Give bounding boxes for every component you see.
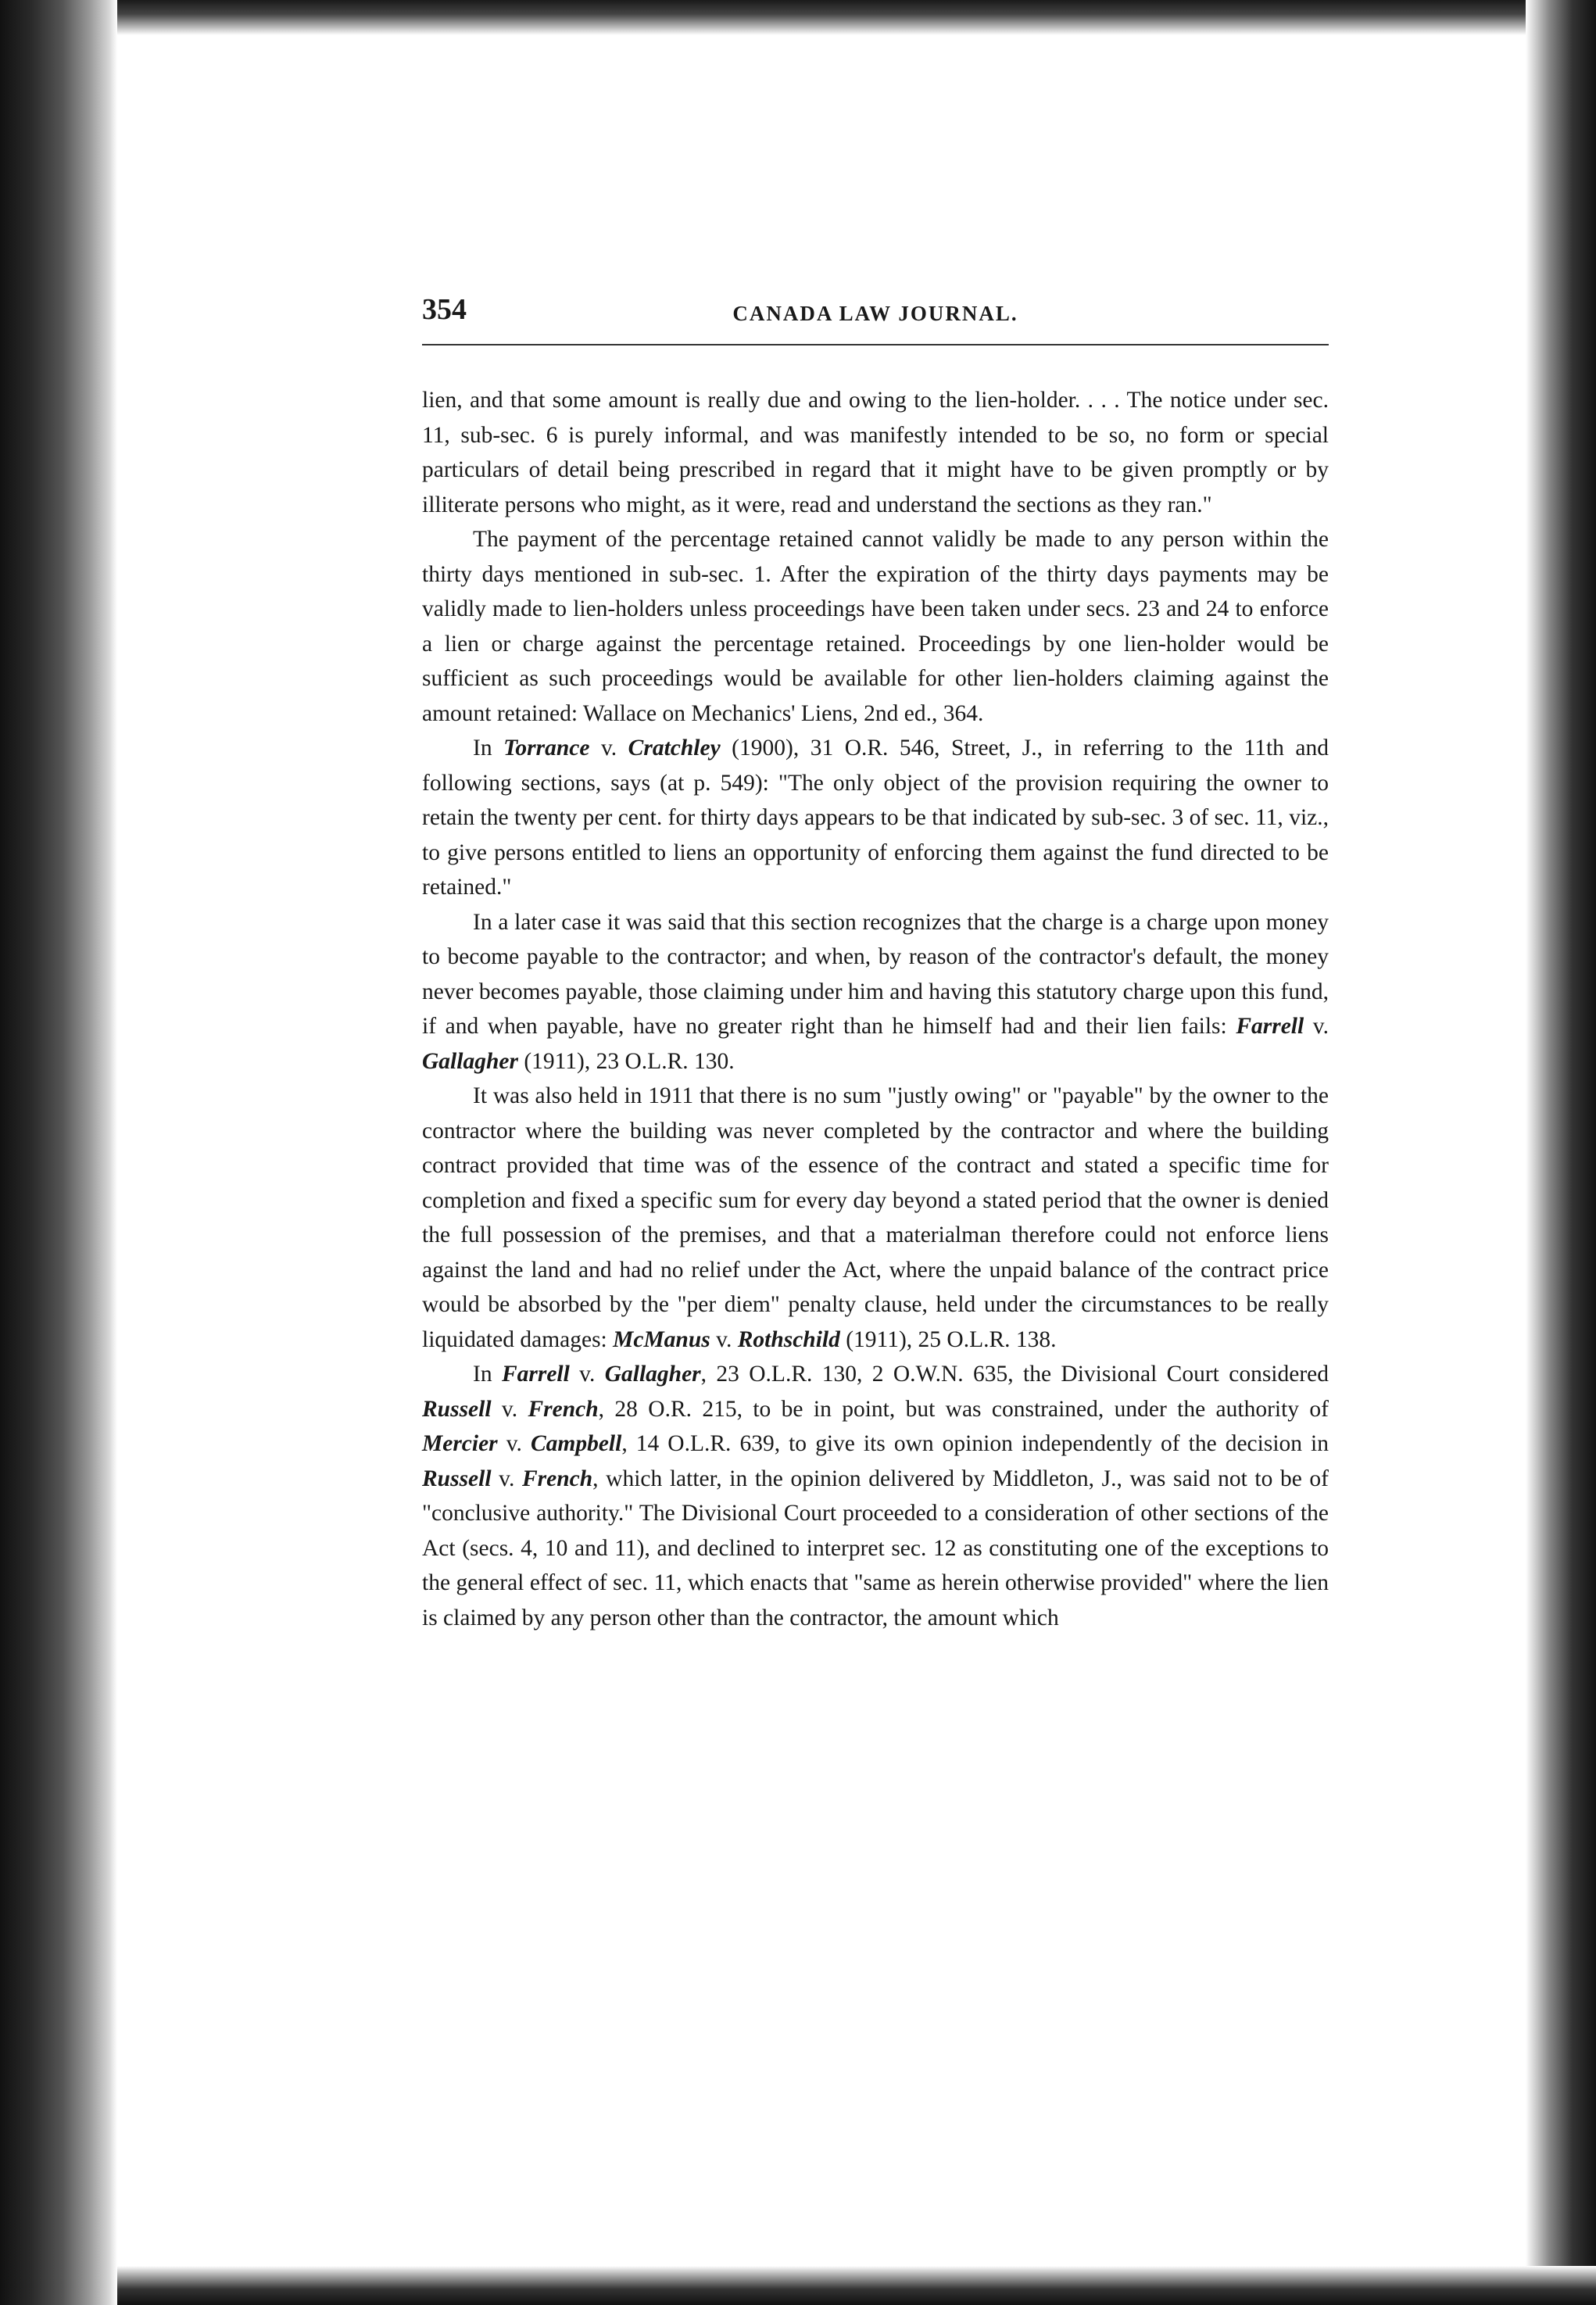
case-name: French [521,1466,593,1491]
case-name: Russell [422,1466,492,1491]
text-segment: lien, and that some amount is really due and owing to the lien-holder. . . . The notice under sec. 11, sub-sec. 6 is purely informal, and was manifestly intended to be so, no form or special particulars of detail being prescribed in regard that it might have to be given promptly or by illiterate persons who might, as it were, read and understand the sections as they ran." [422,388,1329,517]
case-name: Russell [422,1396,492,1422]
case-name: Cratchley [628,736,721,761]
text-segment: The payment of the percentage retained cannot validly be made to any person within the thirty days mentioned in sub-sec. 1. After the expiration of the thirty days payments may be validly made to lien-holders unless proceedings have been taken under secs. 23 and 24 to enforce a lien or charge against the percentage retained. Proceedings by one lien-holder would be sufficient as such proceedings would be available for other lien-holders claiming against the amount retained: Wallace on Mechanics' Liens, 2nd ed., 364. [422,527,1329,726]
scan-edge-top [117,0,1596,35]
paragraph-6 [422,1357,1329,1635]
text-segment: In a later case it was said that this section recognizes that the charge is a charge upon money to become payable to the contractor; and when, by reason of the contractor's default, the money never becomes payable, those claiming under him and having this statutory charge upon this fund, if and when payable, have no greater right than he himself had and their lien fails: [422,909,1329,1039]
body-text [422,383,1329,1635]
case-name: McManus [613,1326,710,1352]
text-segment: (1911), 23 O.L.R. 130. [517,1048,735,1074]
case-name: Rothschild [737,1326,840,1352]
case-name: Mercier [422,1431,498,1456]
paragraph-1 [422,383,1329,522]
scan-binding-edge-left [0,0,117,2305]
running-head [422,289,1329,345]
paragraph-5 [422,1079,1329,1357]
case-name: Farrell [1236,1014,1304,1039]
text-segment: In [473,1362,502,1387]
text-segment: v. [497,1431,531,1456]
text-segment: v. [710,1326,738,1352]
text-segment: (1911), 25 O.L.R. 138. [839,1326,1057,1352]
text-segment: , 23 O.L.R. 130, 2 O.W.N. 635, the Divisional Court considered [700,1362,1329,1387]
text-segment: v. [569,1362,605,1387]
scan-edge-right [1526,0,1596,2305]
paragraph-2 [422,522,1329,731]
case-name: Farrell [501,1362,570,1387]
case-name: Gallagher [604,1362,701,1387]
text-segment: (1900), 31 O.R. 546, Street, J., in referring to the 11th and following sections, says (at p. 549): "The only object of the provision requiring the owner to retain the twenty per cent. for thirty days appears to be that indicated by sub-sec. 3 of sec. 11, viz., to give persons entitled to liens an opportunity of enforcing them against the fund directed to be retained." [422,736,1329,900]
text-segment: It was also held in 1911 that there is no sum "justly owing" or "payable" by the owner to the contractor where the building was never completed by the contractor and where the building contract provided that time was of the essence of the contract and stated a specific time for completion and fixed a specific sum for every day beyond a stated period that the owner is denied the full possession of the premises, and that a materialman therefore could not enforce liens against the land and had no relief under the Act, where the unpaid balance of the contract price would be absorbed by the "per diem" penalty clause, held under the circumstances to be really liquidated damages: [422,1083,1329,1352]
page-number: 354 [422,293,467,326]
case-name: Torrance [503,736,590,761]
text-segment: v. [589,736,628,761]
text-segment: v. [491,1396,528,1422]
text-segment: In [473,736,504,761]
paragraph-3 [422,731,1329,905]
journal-page [422,289,1329,1635]
journal-title: CANADA LAW JOURNAL. [732,302,1018,325]
case-name: Campbell [530,1431,622,1456]
case-name: Gallagher [422,1048,518,1074]
case-name: French [528,1396,599,1422]
text-segment: , 28 O.R. 215, to be in point, but was constrained, under the authority of [598,1396,1329,1422]
paragraph-4 [422,905,1329,1079]
text-segment: , which latter, in the opinion delivered by Middleton, J., was said not to be of "conclusive authority." The Divisional Court proceeded to a consideration of other sections of the Act (secs. 4, 10 and 11), and declined to interpret sec. 12 as constituting one of the exceptions to the general effect of sec. 11, which enacts that "same as herein otherwise provided" where the lien is claimed by any person other than the contractor, the amount which [422,1466,1329,1630]
text-segment: v. [491,1466,522,1491]
text-segment: v. [1304,1014,1329,1039]
text-segment: , 14 O.L.R. 639, to give its own opinion independently of the decision in [621,1431,1329,1456]
scan-edge-bottom [117,2266,1596,2305]
